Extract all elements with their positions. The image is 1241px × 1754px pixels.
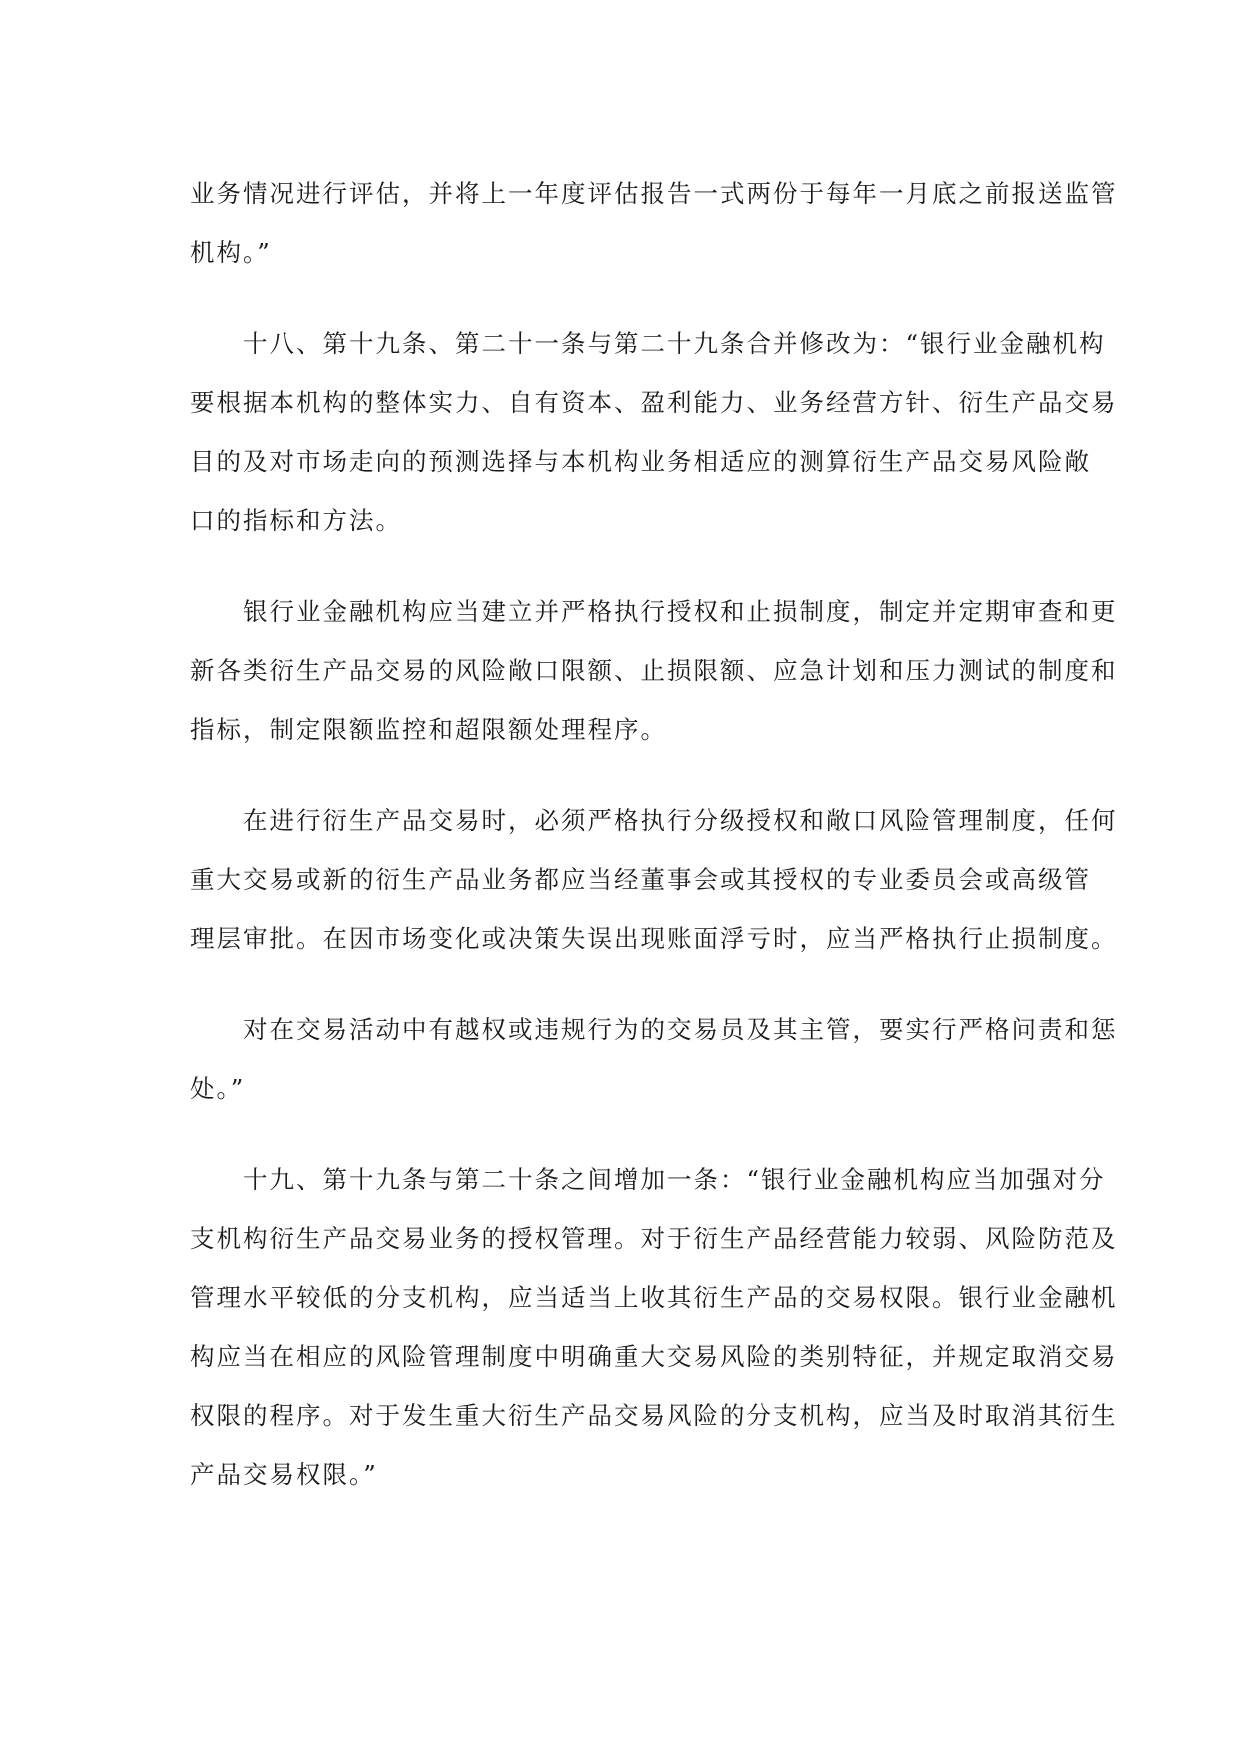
text-line: 权限的程序。对于发生重大衍生产品交易风险的分支机构，应当及时取消其衍生: [190, 1401, 1118, 1430]
text-line: 产品交易权限。”: [190, 1460, 378, 1489]
text-line: 目的及对市场走向的预测选择与本机构业务相适应的测算衍生产品交易风险敞: [190, 447, 1091, 476]
text-line: 支机构衍生产品交易业务的授权管理。对于衍生产品经营能力较弱、风险防范及: [190, 1224, 1118, 1253]
text-line: 处。”: [190, 1074, 246, 1103]
text-line: 新各类衍生产品交易的风险敞口限额、止损限额、应急计划和压力测试的制度和: [190, 656, 1118, 685]
text-line: 重大交易或新的衍生产品业务都应当经董事会或其授权的专业委员会或高级管: [190, 865, 1091, 894]
text-line: 构应当在相应的风险管理制度中明确重大交易风险的类别特征，并规定取消交易: [190, 1342, 1118, 1371]
text-line: 对在交易活动中有越权或违规行为的交易员及其主管，要实行严格问责和惩: [243, 1015, 1118, 1044]
text-line: 银行业金融机构应当建立并严格执行授权和止损制度，制定并定期审查和更: [243, 597, 1118, 626]
paragraph-2: [190, 314, 1118, 550]
paragraph-3: [190, 582, 1118, 759]
text-line: 十八、第十九条、第二十一条与第二十九条合并修改为：“银行业金融机构: [243, 329, 1106, 358]
text-line: 指标，制定限额监控和超限额处理程序。: [190, 715, 667, 744]
text-line: 口的指标和方法。: [190, 506, 402, 535]
text-line: 管理水平较低的分支机构，应当适当上收其衍生产品的交易权限。银行业金融机: [190, 1283, 1118, 1312]
text-line: 理层审批。在因市场变化或决策失误出现账面浮亏时，应当严格执行止损制度。: [190, 924, 1118, 953]
text-line: 十九、第十九条与第二十条之间增加一条：“银行业金融机构应当加强对分: [243, 1165, 1106, 1194]
text-line: 业务情况进行评估，并将上一年度评估报告一式两份于每年一月底之前报送监管: [190, 179, 1118, 208]
paragraph-4: [190, 791, 1118, 968]
paragraph-1: [190, 164, 1118, 282]
text-line: 机构。”: [190, 238, 272, 267]
text-line: 要根据本机构的整体实力、自有资本、盈利能力、业务经营方针、衍生产品交易: [190, 388, 1118, 417]
document-body: [190, 164, 1118, 1536]
text-line: 在进行衍生产品交易时，必须严格执行分级授权和敞口风险管理制度，任何: [243, 806, 1118, 835]
paragraph-6: [190, 1150, 1118, 1504]
paragraph-5: [190, 1000, 1118, 1118]
